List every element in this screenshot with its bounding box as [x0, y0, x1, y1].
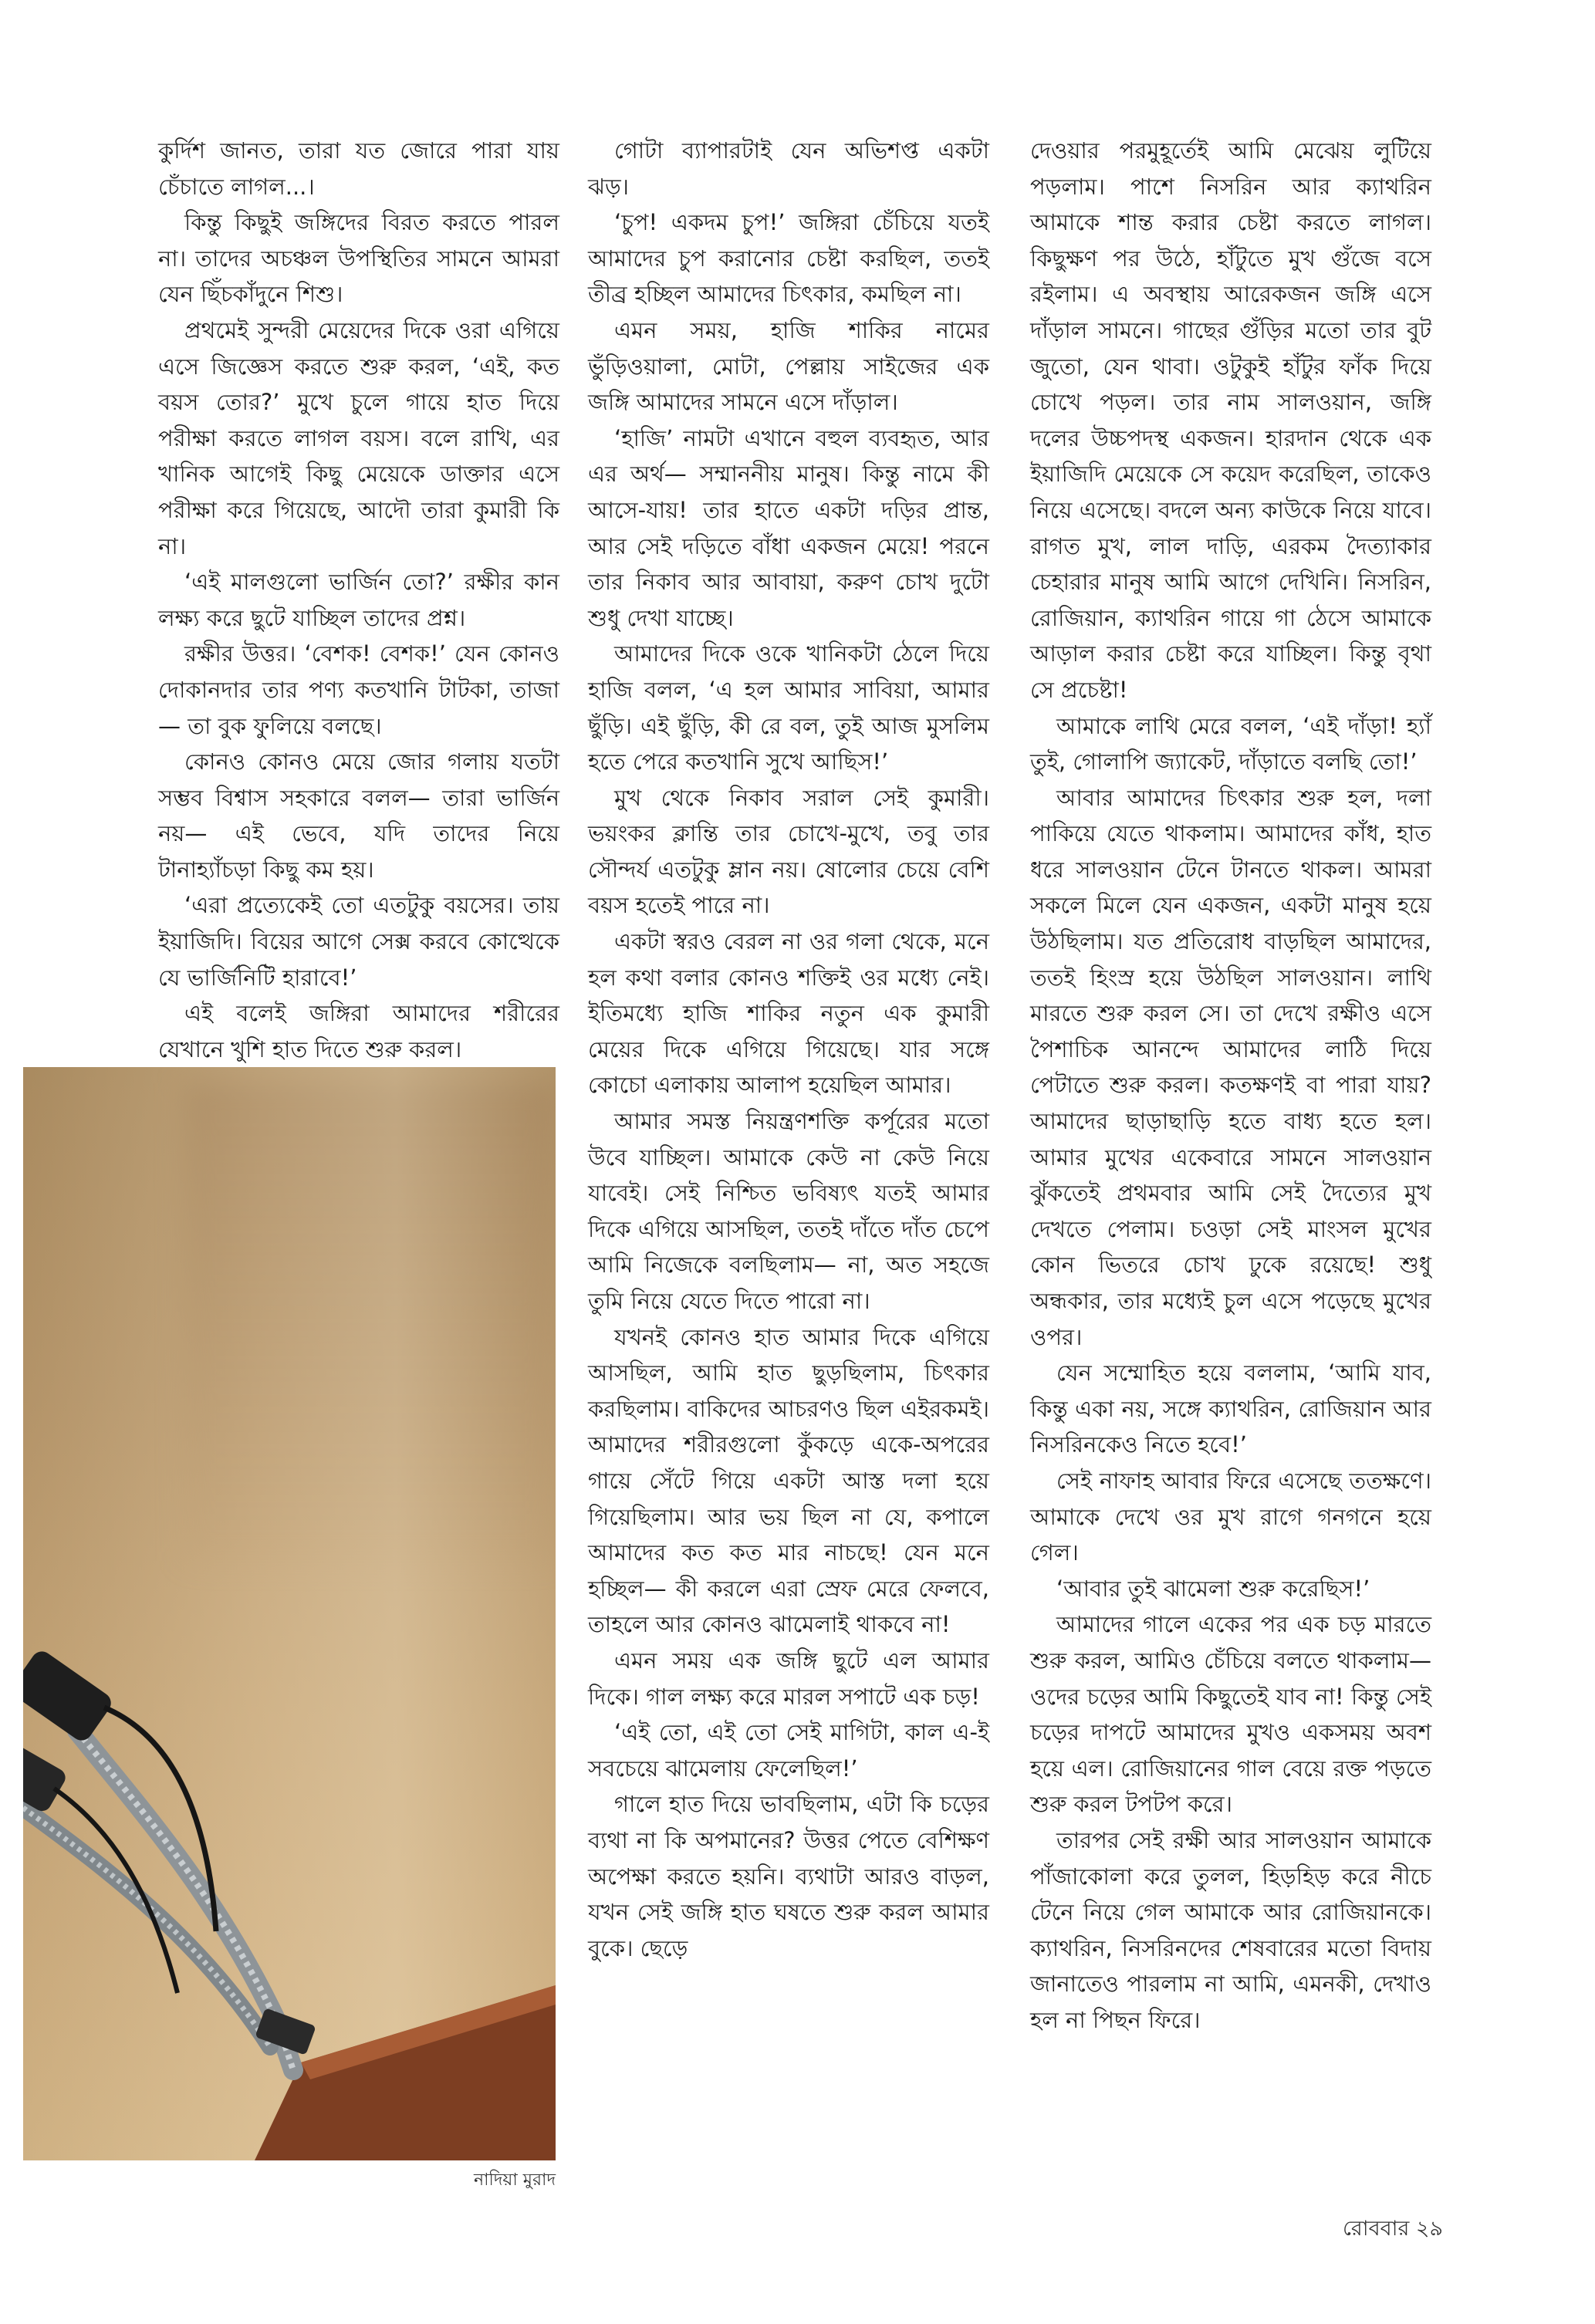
paragraph: যখনই কোনও হাত আমার দিকে এগিয়ে আসছিল, আমি হাত ছুড়ছিলাম, চিৎকার করছিলাম। বাকিদের আচরণও ছিল এইরকমই। আমাদের শরীরগুলো কুঁকড়ে একে-অপরের গায়ে সেঁটে গিয়ে একটা আস্ত দলা হয়ে গিয়েছিলাম। আর ভয় ছিল না যে, কপালে আমাদের কত কত মার নাচছে! যেন মনে হচ্ছিল— কী করলে এরা স্রেফ মেরে ফেলবে, তাহলে আর কোনও ঝামেলাই থাকবে না! [588, 1323, 989, 1638]
paragraph: তারপর সেই রক্ষী আর সালওয়ান আমাকে পাঁজাকোলা করে তুলল, হিড়হিড় করে নীচে টেনে নিয়ে গেল আমাকে আর রোজিয়ানকে। ক্যাথরিন, নিসরিনদের শেষবারের মতো বিদায় জানাতেও পারলাম না আমি, এমনকী, দেখাও হল না পিছন ফিরে। [1030, 1826, 1431, 2033]
paragraph: এই বলেই জঙ্গিরা আমাদের শরীরের যেখানে খুশি হাত দিতে শুরু করল। [158, 1000, 559, 1062]
paragraph: আমাদের গালে একের পর এক চড় মারতে শুরু করল, আমিও চেঁচিয়ে বলতে থাকলাম— ওদের চড়ের আমি কিছুতেই যাব না! কিন্তু সেই চড়ের দাপটে আমাদের মুখও একসময় অবশ হয়ে এল। রোজিয়ানের গাল বেয়ে রক্ত পড়তে শুরু করল টপটপ করে। [1030, 1611, 1431, 1818]
paragraph: ‘চুপ! একদম চুপ!’ জঙ্গিরা চেঁচিয়ে যতই আমাদের চুপ করানোর চেষ্টা করছিল, ততই তীব্র হচ্ছিল আমাদের চিৎকার, কমছিল না। [588, 209, 989, 308]
paragraph: ‘হাজি’ নামটা এখানে বহুল ব্যবহৃত, আর এর অর্থ— সম্মাননীয় মানুষ। কিন্তু নামে কী আসে-যায়! তার হাতে একটা দড়ির প্রান্ত, আর সেই দড়িতে বাঁধা একজন মেয়ে! পরনে তার নিকাব আর আবায়া, করুণ চোখ দুটো শুধু দেখা যাচ্ছে। [588, 424, 989, 631]
paragraph: একটা স্বরও বেরল না ওর গলা থেকে, মনে হল কথা বলার কোনও শক্তিই ওর মধ্যে নেই। ইতিমধ্যে হাজি শাকির নতুন এক কুমারী মেয়ের দিকে এগিয়ে গিয়েছে। যার সঙ্গে কোচো এলাকায় আলাপ হয়েছিল আমার। [588, 928, 989, 1099]
paragraph: মুখ থেকে নিকাব সরাল সেই কুমারী। ভয়ংকর ক্লান্তি তার চোখে-মুখে, তবু তার সৌন্দর্য এতটুকু ম্লান নয়। ষোলোর চেয়ে বেশি বয়স হতেই পারে না। [588, 784, 989, 919]
paragraph: ‘এই তো, এই তো সেই মাগিটা, কাল এ-ই সবচেয়ে ঝামেলায় ফেলেছিল!’ [588, 1719, 989, 1782]
paragraph: রক্ষীর উত্তর। ‘বেশক! বেশক!’ যেন কোনও দোকানদার তার পণ্য কতখানি টাটকা, তাজা— তা বুক ফুলিয়ে বলছে। [158, 640, 559, 739]
paragraph: আমার সমস্ত নিয়ন্ত্রণশক্তি কর্পূরের মতো উবে যাচ্ছিল। আমাকে কেউ না কেউ নিয়ে যাবেই। সেই নিশ্চিত ভবিষ্যৎ যতই আমার দিকে এগিয়ে আসছিল, ততই দাঁতে দাঁত চেপে আমি নিজেকে বলছিলাম— না, অত সহজে তুমি নিয়ে যেতে দিতে পারো না। [588, 1108, 989, 1314]
microphone-head [23, 1647, 115, 1745]
article-column-1 [158, 133, 559, 1067]
article-column-2 [588, 133, 989, 1966]
paragraph: আমাকে লাথি মেরে বলল, ‘এই দাঁড়া! হ্যাঁ তুই, গোলাপি জ্যাকেট, দাঁড়াতে বলছি তো!’ [1030, 712, 1431, 775]
photo-caption: নাদিয়া মুরাদ [474, 2170, 556, 2190]
paragraph: গালে হাত দিয়ে ভাবছিলাম, এটা কি চড়ের ব্যথা না কি অপমানের? উত্তর পেতে বেশিক্ষণ অপেক্ষা করতে হয়নি। ব্যথাটা আরও বাড়ল, যখন সেই জঙ্গি হাত ঘষতে শুরু করল আমার বুকে। ছেড়ে [588, 1791, 989, 1961]
paragraph: এমন সময় এক জঙ্গি ছুটে এল আমার দিকে। গাল লক্ষ্য করে মারল সপাটে এক চড়! [588, 1647, 989, 1710]
paragraph: ‘এরা প্রত্যেকেই তো এতটুকু বয়সের। তায় ইয়াজিদি। বিয়ের আগে সেক্স করবে কোত্থেকে যে ভার্জিনিটি হারাবে!’ [158, 892, 559, 991]
paragraph: যেন সম্মোহিত হয়ে বললাম, ‘আমি যাব, কিন্তু একা নয়, সঙ্গে ক্যাথরিন, রোজিয়ান আর নিসরিনকেও নিতে হবে!’ [1030, 1360, 1431, 1458]
paragraph: এমন সময়, হাজি শাকির নামের ভুঁড়িওয়ালা, মোটা, পেল্লায় সাইজের এক জঙ্গি আমাদের সামনে এসে দাঁড়াল। [588, 316, 989, 416]
paragraph: প্রথমেই সুন্দরী মেয়েদের দিকে ওরা এগিয়ে এসে জিজ্ঞেস করতে শুরু করল, ‘এই, কত বয়স তোর?’ মুখে চুলে গায়ে হাত দিয়ে পরীক্ষা করতে লাগল বয়স। বলে রাখি, এর খানিক আগেই কিছু মেয়েকে ডাক্তার এসে পরীক্ষা করে গিয়েছে, আদৌ তারা কুমারী কি না। [158, 316, 559, 559]
paragraph: আবার আমাদের চিৎকার শুরু হল, দলা পাকিয়ে যেতে থাকলাম। আমাদের কাঁধ, হাত ধরে সালওয়ান টেনে টানতে থাকল। আমরা সকলে মিলে যেন একজন, একটা মানুষ হয়ে উঠছিলাম। যত প্রতিরোধ বাড়ছিল আমাদের, ততই হিংস্র হয়ে উঠছিল সালওয়ান। লাথি মারতে শুরু করল সে। তা দেখে রক্ষীও এসে পৈশাচিক আনন্দে আমাদের লাঠি দিয়ে পেটাতে শুরু করল। কতক্ষণই বা পারা যায়? আমাদের ছাড়াছাড়ি হতে বাধ্য হতে হল। আমার মুখের একেবারে সামনে সালওয়ান ঝুঁকতেই প্রথমবার আমি সেই দৈত্যের মুখ দেখতে পেলাম। চওড়া সেই মাংসল মুখের কোন ভিতরে চোখ ঢুকে রয়েছে! শুধু অন্ধকার, তার মধ্যেই চুল এসে পড়েছে মুখের ওপর। [1030, 784, 1431, 1350]
paragraph: কোনও কোনও মেয়ে জোর গলায় যতটা সম্ভব বিশ্বাস সহকারে বলল— তারা ভার্জিন নয়— এই ভেবে, যদি তাদের নিয়ে টানাহ্যাঁচড়া কিছু কম হয়। [158, 748, 559, 883]
paragraph: আমাদের দিকে ওকে খানিকটা ঠেলে দিয়ে হাজি বলল, ‘এ হল আমার সাবিয়া, আমার ছুঁড়ি। এই ছুঁড়ি, কী রে বল, তুই আজ মুসলিম হতে পেরে কতখানি সুখে আছিস!’ [588, 640, 989, 775]
article-column-3 [1030, 133, 1431, 2038]
podium-microphone-photo [23, 1067, 556, 2160]
microphone-illustration [23, 1067, 556, 2160]
paragraph: ‘এই মালগুলো ভার্জিন তো?’ রক্ষীর কান লক্ষ্য করে ছুটে যাচ্ছিল তাদের প্রশ্ন। [158, 569, 559, 631]
paragraph: দেওয়ার পরমুহূর্তেই আমি মেঝেয় লুটিয়ে পড়লাম। পাশে নিসরিন আর ক্যাথরিন আমাকে শান্ত করার চেষ্টা করতে লাগল। কিছুক্ষণ পর উঠে, হাঁটুতে মুখ গুঁজে বসে রইলাম। এ অবস্থায় আরেকজন জঙ্গি এসে দাঁড়াল সামনে। গাছের গুঁড়ির মতো তার বুট জুতো, যেন থাবা। ওটুকুই হাঁটুর ফাঁক দিয়ে চোখে পড়ল। তার নাম সালওয়ান, জঙ্গি দলের উচ্চপদস্থ একজন। হারদান থেকে এক ইয়াজিদি মেয়েকে সে কয়েদ করেছিল, তাকেও নিয়ে এসেছে। বদলে অন্য কাউকে নিয়ে যাবে। রাগত মুখ, লাল দাড়ি, এরকম দৈত্যাকার চেহারার মানুষ আমি আগে দেখিনি। নিসরিন, রোজিয়ান, ক্যাথরিন গায়ে গা ঠেসে আমাকে আড়াল করার চেষ্টা করে যাচ্ছিল। কিন্তু বৃথা সে প্রচেষ্টা! [1030, 137, 1431, 703]
paragraph: সেই নাফাহ আবার ফিরে এসেছে ততক্ষণে। আমাকে দেখে ওর মুখ রাগে গনগনে হয়ে গেল। [1030, 1467, 1431, 1566]
paragraph: কুর্দিশ জানত, তারা যত জোরে পারা যায় চেঁচাতে লাগল...। [158, 137, 559, 200]
paragraph: কিন্তু কিছুই জঙ্গিদের বিরত করতে পারল না। তাদের অচঞ্চল উপস্থিতির সামনে আমরা যেন ছিঁচকাঁদুনে শিশু। [158, 209, 559, 308]
paragraph: ‘আবার তুই ঝামেলা শুরু করেছিস!’ [1056, 1575, 1370, 1602]
page-folio: রোববার ২৯ [1342, 2217, 1443, 2241]
paragraph: গোটা ব্যাপারটাই যেন অভিশপ্ত একটা ঝড়। [588, 137, 989, 200]
microphone-head [23, 1740, 69, 1815]
